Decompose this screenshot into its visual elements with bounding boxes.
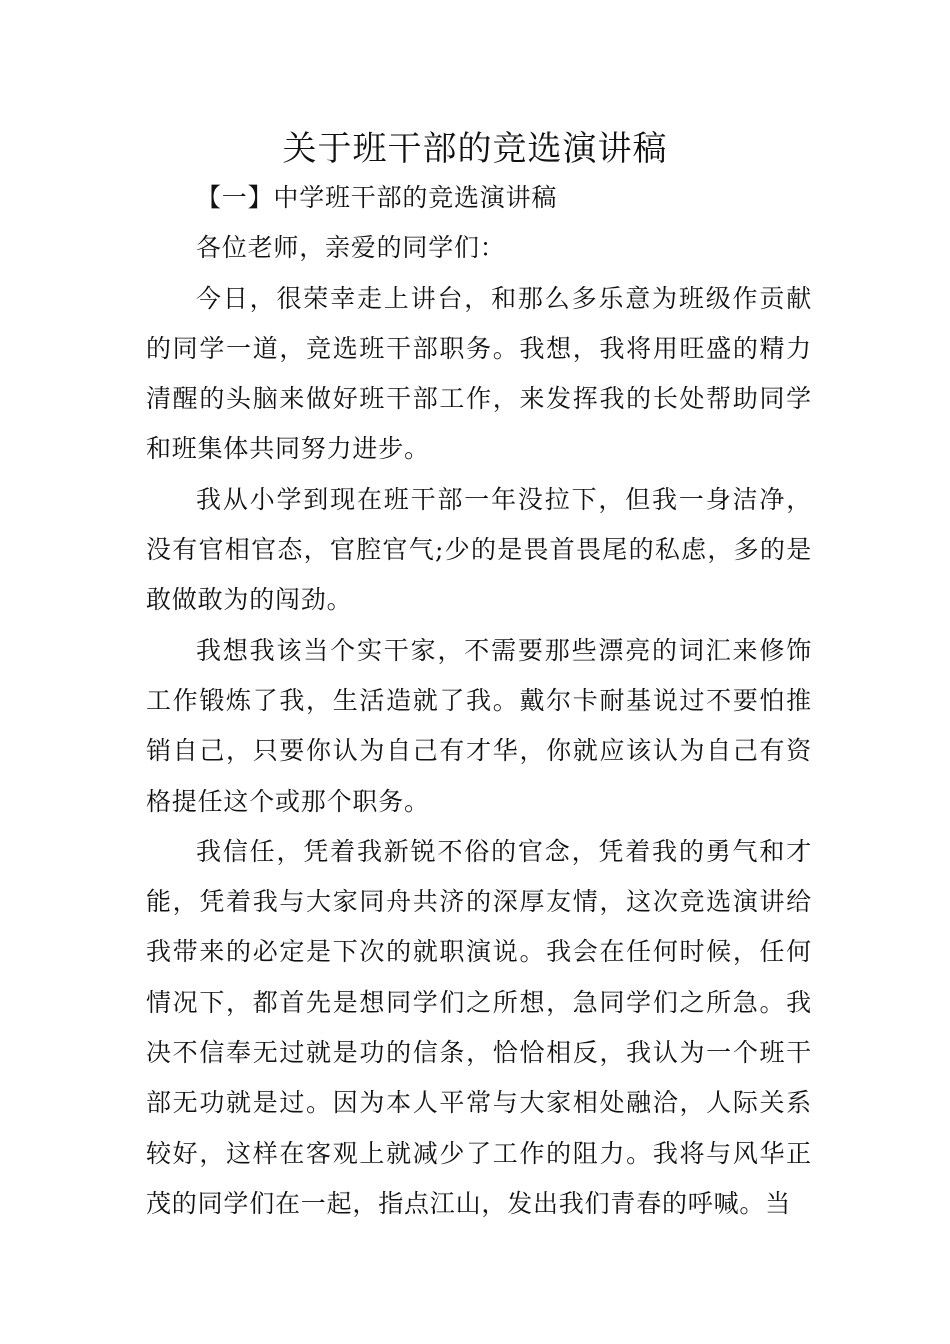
document-title: 关于班干部的竞选演讲稿	[282, 129, 668, 169]
paragraph: 我从小学到现在班干部一年没拉下，但我一身洁净，没有官相官态，官腔官气;少的是畏首畏尾的私虑，多的是敢做敢为的闯劲。	[146, 484, 812, 615]
paragraph: 我想我该当个实干家，不需要那些漂亮的词汇来修饰工作锻炼了我，生活造就了我。戴尔卡耐基说过不要怕推销自己，只要你认为自己有才华，你就应该认为自己有资格提任这个或那个职务。	[146, 635, 812, 816]
paragraph: 我信任，凭着我新锐不俗的官念，凭着我的勇气和才能，凭着我与大家同舟共济的深厚友情，这次竞选演讲给我带来的必定是下次的就职演说。我会在任何时候，任何情况下，都首先是想同学们之所想，急同学们之所急。我决不信奉无过就是功的信条，恰恰相反，我认为一个班干部无功就是过。因为本人平常与大家相处融洽，人际关系较好，这样在客观上就减少了工作的阻力。我将与风华正茂的同学们在一起，指点江山，发出我们青春的呼喊。当	[146, 836, 812, 1218]
document-body	[146, 173, 812, 1229]
salutation: 各位老师，亲爱的同学们：	[196, 233, 506, 263]
section-heading: 【一】中学班干部的竞选演讲稿	[196, 183, 558, 212]
paragraph: 今日，很荣幸走上讲台，和那么多乐意为班级作贡献的同学一道，竞选班干部职务。我想，我将用旺盛的精力清醒的头脑来做好班干部工作，来发挥我的长处帮助同学和班集体共同努力进步。	[146, 283, 812, 464]
